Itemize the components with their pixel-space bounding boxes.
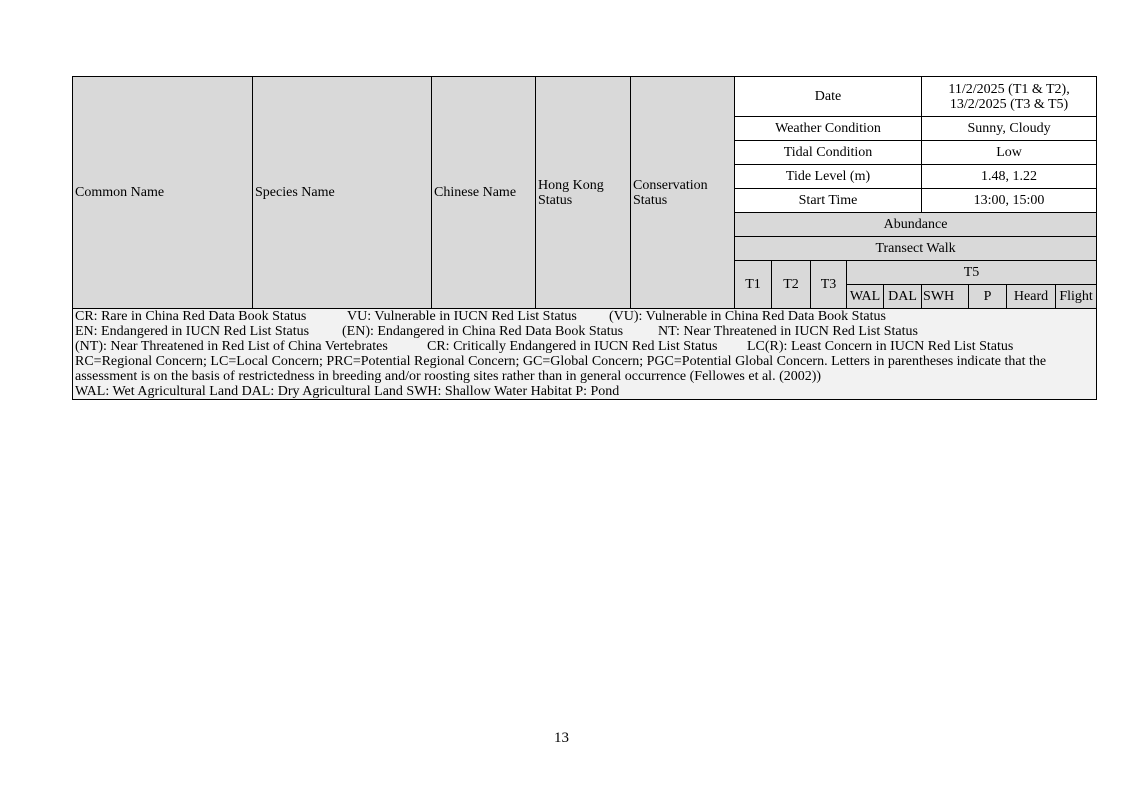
date-value: 11/2/2025 (T1 & T2), 13/2/2025 (T3 & T5): [922, 77, 1097, 117]
tidal-condition-value: Low: [922, 141, 1097, 165]
weather-label: Weather Condition: [735, 117, 922, 141]
common-name-header: Common Name: [73, 77, 253, 309]
start-time-value: 13:00, 15:00: [922, 189, 1097, 213]
date-label: Date: [735, 77, 922, 117]
t5-flight-header: Flight: [1056, 285, 1097, 309]
note-line: [75, 339, 1094, 354]
t5-dal-header: DAL: [884, 285, 922, 309]
transect-t3-header: T3: [811, 261, 847, 309]
note-item: EN: Endangered in IUCN Red List Status: [75, 324, 310, 339]
page-number: 13: [554, 730, 569, 746]
note-item: VU: Vulnerable in IUCN Red List Status: [347, 309, 577, 324]
transect-t2-header: T2: [772, 261, 811, 309]
species-name-header: Species Name: [253, 77, 432, 309]
note-item: CR: Rare in China Red Data Book Status: [75, 309, 307, 324]
note-line: [75, 309, 1094, 324]
note-line: [75, 324, 1094, 339]
tidal-condition-label: Tidal Condition: [735, 141, 922, 165]
chinese-name-header: Chinese Name: [432, 77, 536, 309]
transect-t5-header: T5: [847, 261, 1097, 285]
tide-level-label: Tide Level (m): [735, 165, 922, 189]
note-item: (VU): Vulnerable in China Red Data Book Status: [609, 309, 886, 324]
weather-value: Sunny, Cloudy: [922, 117, 1097, 141]
t5-heard-header: Heard: [1007, 285, 1056, 309]
hong-kong-status-header: Hong Kong Status: [536, 77, 631, 309]
t5-wal-header: WAL: [847, 285, 884, 309]
survey-table: [72, 76, 1097, 400]
note-item: LC(R): Least Concern in IUCN Red List Status: [747, 339, 1014, 354]
abundance-header: Abundance: [735, 213, 1097, 237]
transect-walk-header: Transect Walk: [735, 237, 1097, 261]
note-item: NT: Near Threatened in IUCN Red List Status: [658, 324, 918, 339]
transect-t1-header: T1: [735, 261, 772, 309]
t5-p-header: P: [969, 285, 1007, 309]
start-time-label: Start Time: [735, 189, 922, 213]
note-item: (EN): Endangered in China Red Data Book Status: [342, 324, 624, 339]
note-item: (NT): Near Threatened in Red List of China Vertebrates: [75, 339, 388, 354]
t5-swh-header: SWH: [922, 285, 969, 309]
note-concern-definitions: RC=Regional Concern; LC=Local Concern; PRC=Potential Regional Concern; GC=Global Concern; PGC=Potential Global Concern. Letters in parentheses indicate that the assessment is on the basis of restrictedness in breeding and/or roosting sites rather than in general occurrence (Fellowes et al. (2002)): [75, 354, 1047, 384]
note-item: CR: Critically Endangered in IUCN Red List Status: [427, 339, 718, 354]
conservation-status-header: Conservation Status: [631, 77, 735, 309]
tide-level-value: 1.48, 1.22: [922, 165, 1097, 189]
abbreviation-notes: [73, 309, 1097, 400]
note-habitat-abbreviations: WAL: Wet Agricultural Land DAL: Dry Agricultural Land SWH: Shallow Water Habitat P: Pond: [75, 384, 620, 399]
